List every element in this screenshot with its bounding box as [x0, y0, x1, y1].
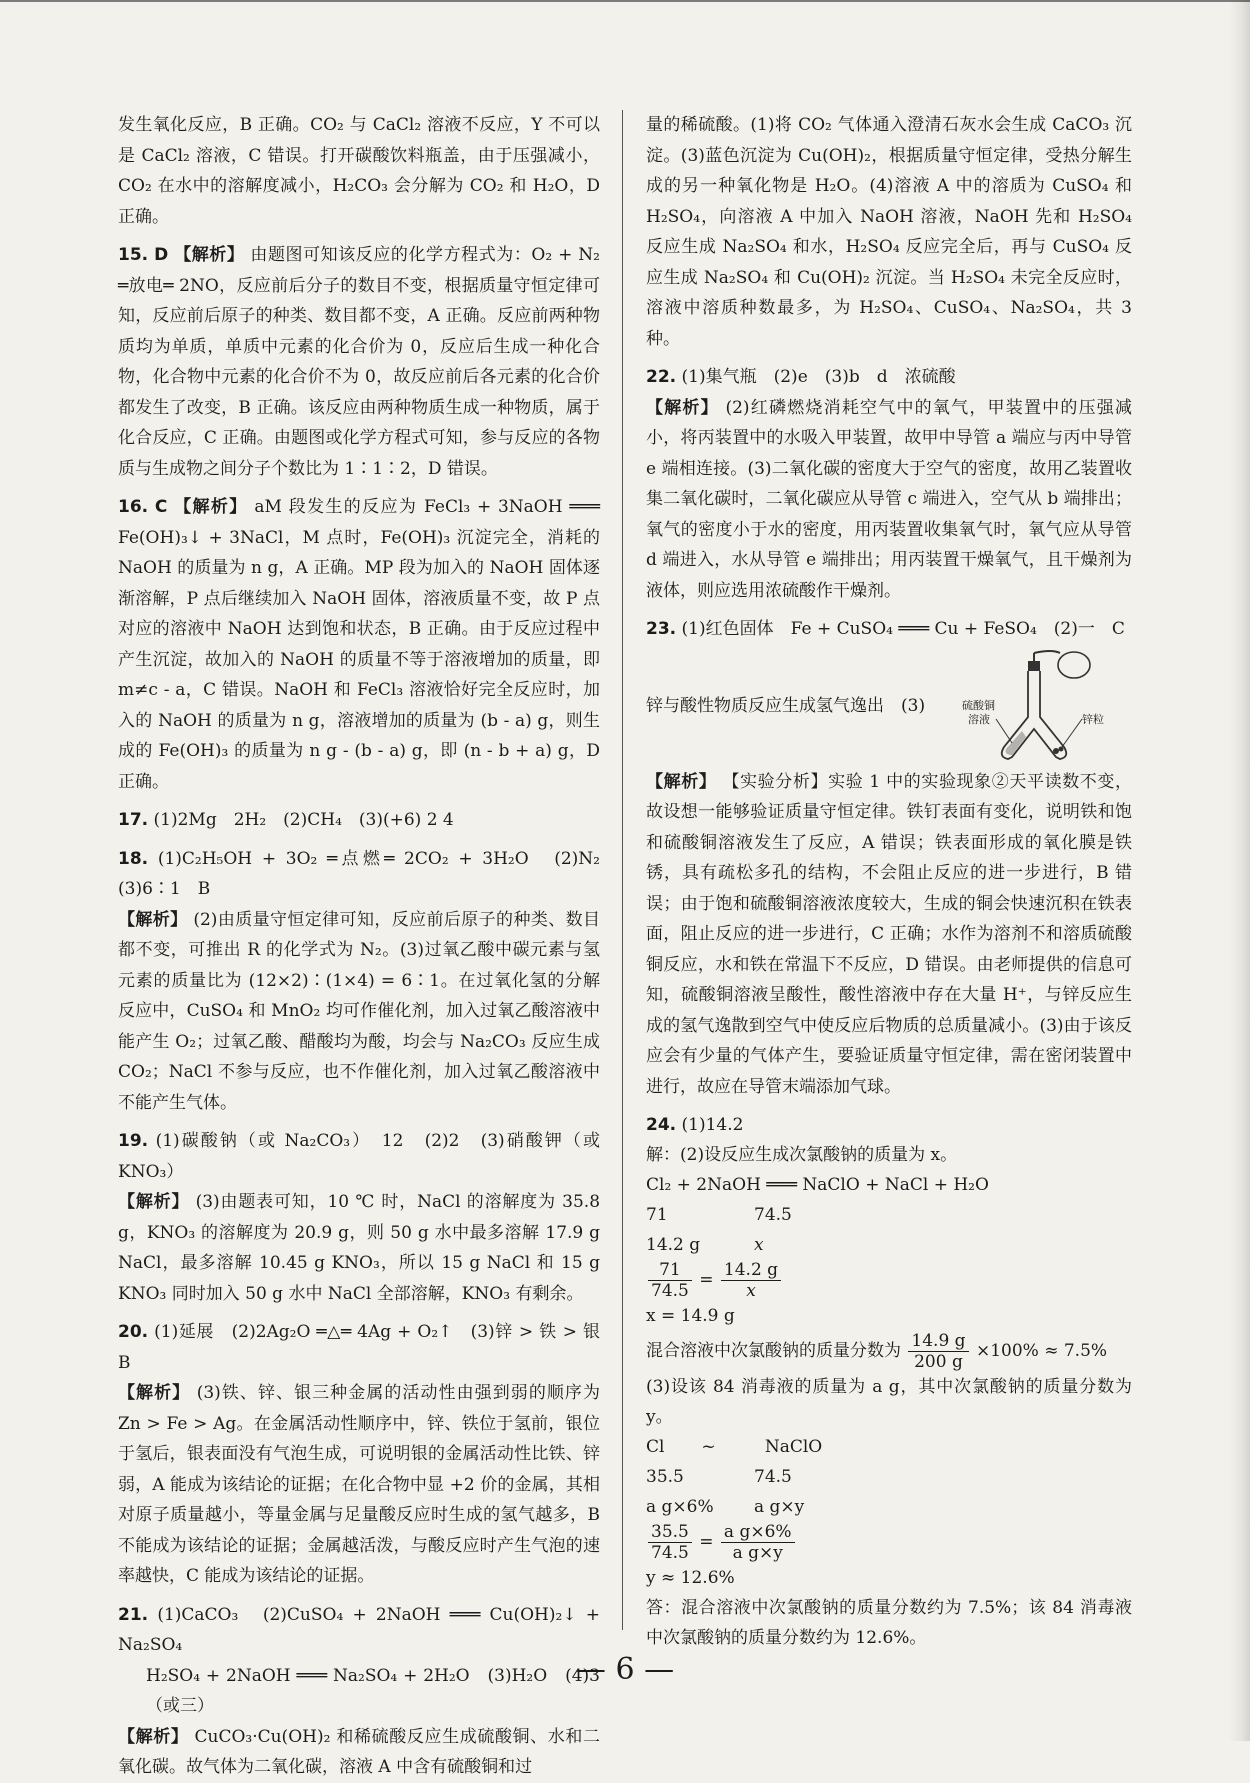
- page-number: — 6 —: [575, 1652, 675, 1687]
- q15-answer: D: [154, 245, 169, 265]
- q21-analysis-tag: 【解析】: [118, 1726, 189, 1747]
- q21-number: 21.: [118, 1604, 149, 1625]
- q14-continuation: 发生氧化反应，B 正确。CO₂ 与 CaCl₂ 溶液不反应，Y 不可以是 CaCl₂ 溶液，C 错误。打开碳酸饮料瓶盖，由于压强减小，CO₂ 在水中的溶解度减小，H₂CO₃ 会分解为 CO₂ 和 H₂O，D 正确。: [118, 115, 600, 227]
- q23-line2: 锌与酸性物质反应生成氢气逸出 (3): [646, 696, 926, 717]
- q20-number: 20.: [118, 1322, 149, 1342]
- answer-q15: [118, 240, 600, 484]
- q17-line: (1)2Mg 2H₂ (2)CH₄ (3)(+6) 2 4: [153, 810, 454, 830]
- page-top-edge: [0, 0, 1250, 2]
- q24-number: 24.: [646, 1115, 677, 1135]
- q22-analysis-block: [646, 393, 1132, 607]
- q22-analysis-tag: 【解析】: [646, 397, 719, 418]
- q15-analysis: 由题图可知该反应的化学方程式为：O₂ + N₂ ═放电═ 2NO，反应前后分子的数目不变，根据质量守恒定律可知，反应前后原子的种类、数目都不变，A 正确。反应前两种物质均为单质，单质中元素的化合价为 0，反应后生成一种化合物，化合物中元素的化合价不为 0，故反应前后各元素的化合价都发生了改变，B 正确。该反应由两种物质生成一种物质，属于化合反应，C 正确。由题图或化学方程式可知，参与反应的各物质与生成物之间分子个数比为 1∶1∶2，D 错误。: [118, 245, 601, 479]
- q18-line: (1)C₂H₅OH + 3O₂ ═点燃═ 2CO₂ + 3H₂O (2)N₂ (3)6∶1 B: [118, 848, 618, 899]
- q24-relation-row3: a g×6% a g×y: [646, 1497, 805, 1517]
- label-zinc: 锌粒: [1082, 712, 1104, 726]
- q24-part3: (3)设该 84 消毒液的质量为 a g，其中次氯酸钠的质量分数为 y。: [646, 1377, 1132, 1427]
- page-binding-shadow: [1228, 0, 1250, 1741]
- q24-relation-row2: 35.5 74.5: [646, 1467, 792, 1487]
- q24-relation-row1: Cl ~ NaClO: [646, 1437, 823, 1457]
- q23-number: 23.: [646, 619, 677, 639]
- q23-analysis-tag: 【解析】: [646, 771, 717, 792]
- q22-number: 22.: [646, 367, 677, 387]
- q20-line: (1)延展 (2)2Ag₂O ═△═ 4Ag + O₂↑ (3)锌 > 铁 > 银 B: [118, 1322, 618, 1373]
- q24-ratio2-frac1: $\frac{35.5}{74.5}$: [648, 1522, 692, 1563]
- q21-analysis: CuCO₃·Cu(OH)₂ 和稀硫酸反应生成硫酸铜、水和二氧化碳。故气体为二氧化碳，溶液 A 中含有硫酸铜和过: [118, 1726, 601, 1777]
- q21-line1: (1)CaCO₃ (2)CuSO₄ + 2NaOH ═══ Cu(OH)₂↓ + Na₂SO₄: [118, 1604, 600, 1655]
- answer-q18: [118, 844, 618, 905]
- q24-line: (1)14.2: [681, 1115, 744, 1135]
- answer-q16: [118, 492, 600, 797]
- q18-analysis-tag: 【解析】: [118, 909, 188, 930]
- q23-analysis-block: [646, 767, 1132, 1103]
- q19-line: (1)碳酸钠（或 Na₂CO₃） 12 (2)2 (3)硝酸钾（或 KNO₃）: [118, 1131, 600, 1182]
- q24-g2: x: [754, 1235, 764, 1255]
- label-copper-sulfate: 硫酸铜: [962, 698, 995, 712]
- y-tube-apparatus-diagram: [932, 647, 1132, 767]
- q24-y-result: y ≈ 12.6%: [646, 1568, 735, 1588]
- q24-m1: 71: [646, 1205, 668, 1225]
- q19-analysis-tag: 【解析】: [118, 1192, 190, 1212]
- q20-analysis-tag: 【解析】: [118, 1383, 191, 1403]
- answer-q22: [646, 362, 1132, 393]
- q23-analysis: 【实验分析】实验 1 中的实验现象②天平读数不变，故设想一能够验证质量守恒定律。铁钉表面有变化，说明铁和饱和硫酸铜溶液发生了反应，A 错误；铁表面形成的氧化膜是铁锈，具有疏松多孔的结构，不会阻止反应的进一步进行，B 错误；由于饱和硫酸铜溶液浓度较大，生成的铜会快速沉积在铁表面，阻止反应的进一步进行，C 正确；水作为溶剂不和溶质硫酸铜反应，水和铁在常温下不反应，D 错误。由老师提供的信息可知，硫酸铜溶液呈酸性，酸性溶液中存在大量 H⁺，与锌反应生成的氢气逸散到空气中使反应后物质的总质量减小。(3)由于该反应会有少量的气体产生，要验证质量守恒定律，需在密闭装置中进行，故应在导管末端添加气球。: [646, 771, 1133, 1097]
- right-column: [646, 110, 1132, 1653]
- q23-figure-row: [646, 647, 1132, 767]
- q20-analysis-block: [118, 1378, 600, 1592]
- q24-ratio: $\frac{71}{74.5}$ = $\frac{14.2 g}{x}$: [646, 1260, 1132, 1301]
- q24-ratio-frac1: $\frac{71}{74.5}$: [648, 1260, 692, 1301]
- q22-line: (1)集气瓶 (2)e (3)b d 浓硫酸: [681, 367, 956, 387]
- q22-analysis: (2)红磷燃烧消耗空气中的氧气，甲装置中的压强减小，将丙装置中的水吸入甲装置，故甲中导管 a 端应与丙中导管 e 端相连接。(3)二氧化碳的密度大于空气的密度，故用乙装置收集二氧化碳时，二氧化碳应从导管 c 端进入，空气从 b 端排出；氧气的密度小于水的密度，用丙装置收集氧气时，氧气应从导管 d 端进入，水从导管 e 端排出；用丙装置干燥氧气，且干燥剂为液体，则应选用浓硫酸作干燥剂。: [646, 397, 1133, 601]
- q19-analysis-block: [118, 1187, 600, 1309]
- q24-ratio2-frac2: $\frac{\text{a g×6\%}}{\text{a g×y}}$: [721, 1522, 795, 1563]
- q16-analysis: aM 段发生的反应为 FeCl₃ + 3NaOH ═══ Fe(OH)₃↓ + 3NaCl，M 点时，Fe(OH)₃ 沉淀完全，消耗的 NaOH 的质量为 n g，A 正确。MP 段为加入的 NaOH 固体逐渐溶解，P 点后继续加入 NaOH 固体，溶液质量不变，故 P 点对应的溶液中 NaOH 达到饱和状态，B 正确。由于反应过程中产生沉淀，故加入的 NaOH 的质量不等于溶液增加的质量，即 m≠c - a，C 错误。NaOH 和 FeCl₃ 溶液恰好完全反应时，加入的 NaOH 的质量为 n g，溶液增加的质量为 (b - a) g，则生成的 Fe(OH)₃ 的质量为 n g - (b - a) g，即 (n - b + a) g，D 正确。: [118, 497, 601, 792]
- q23-line: (1)红色固体 Fe + CuSO₄ ═══ Cu + FeSO₄ (2)一 C: [681, 619, 1125, 639]
- q24-mass-fraction-frac: $\frac{14.9 g}{200 g}$: [908, 1331, 968, 1372]
- q24-ratio2: $\frac{35.5}{74.5}$ = $\frac{\text{a g×6\%}}{\text{a g×y}}$: [646, 1522, 1132, 1563]
- q20-analysis: (3)铁、锌、银三种金属的活动性由强到弱的顺序为 Zn > Fe > Ag。在金属活动性顺序中，锌、铁位于氢前，银位于氢后，银表面没有气泡生成，可说明银的金属活动性比铁、锌弱，A 能成为该结论的证据；在化合物中显 +2 价的金属，其相对原子质量越小，等量金属与足量酸反应时生成的氢气越多，B 不能成为该结论的证据；金属越活泼，与酸反应时产生气泡的速率越快，C 能成为该结论的证据。: [118, 1383, 600, 1586]
- stopper: [1028, 661, 1040, 671]
- q24-final-answer: 答：混合溶液中次氯酸钠的质量分数约为 7.5%；该 84 消毒液中次氯酸钠的质量分数约为 12.6%。: [646, 1598, 1132, 1648]
- q24-molar-masses: [646, 1200, 1132, 1230]
- q18-analysis: (2)由质量守恒定律可知，反应前后原子的种类、数目都不变，可推出 R 的化学式为 N₂。(3)过氧乙酸中碳元素与氢元素的质量比为 (12×2)∶(1×4) = 6∶1。在过氧化氢的分解反应中，CuSO₄ 和 MnO₂ 均可作催化剂，加入过氧乙酸溶液中能产生 O₂；过氧乙酸、醋酸均为酸，均会与 Na₂CO₃ 反应生成 CO₂；NaCl 不参与反应，也不作催化剂，加入过氧乙酸溶液中不能产生气体。: [118, 909, 600, 1113]
- q21-analysis-continuation: 量的稀硫酸。(1)将 CO₂ 气体通入澄清石灰水会生成 CaCO₃ 沉淀。(3)蓝色沉淀为 Cu(OH)₂，根据质量守恒定律，受热分解生成的另一种氧化物是 H₂O。(4)溶液 A 中的溶质为 CuSO₄ 和 H₂SO₄，向溶液 A 中加入 NaOH 溶液，NaOH 先和 H₂SO₄ 反应生成 Na₂SO₄ 和水，H₂SO₄ 反应完全后，再与 CuSO₄ 反应生成 Na₂SO₄ 和 Cu(OH)₂ 沉淀。当 H₂SO₄ 未完全反应时，溶液中溶质种数最多，为 H₂SO₄、CuSO₄、Na₂SO₄，共 3 种。: [646, 115, 1132, 349]
- q24-solve: 解：(2)设反应生成次氯酸钠的质量为 x。: [646, 1145, 958, 1165]
- q19-analysis: (3)由题表可知，10 ℃ 时，NaCl 的溶解度为 35.8 g，KNO₃ 的溶解度为 20.9 g，则 50 g 水中最多溶解 17.9 g NaCl，最多溶解 10.45 g KNO₃，所以 15 g NaCl 和 15 g KNO₃ 同时加入 50 g 水中 NaCl 全部溶解，KNO₃ 有剩余。: [118, 1192, 601, 1304]
- q24-ratio-frac2: $\frac{14.2 g}{x}$: [721, 1260, 781, 1301]
- answer-q19: [118, 1126, 600, 1187]
- q24-mass-fraction: 混合溶液中次氯酸钠的质量分数为 $\frac{14.9 g}{200 g}$ ×100% ≈ 7.5%: [646, 1331, 1108, 1372]
- q16-number: 16.: [118, 497, 149, 517]
- label-solution: 溶液: [968, 712, 990, 726]
- answer-q23: [646, 614, 1132, 645]
- answer-q17: [118, 805, 600, 836]
- q21-line2: H₂SO₄ + 2NaOH ═══ Na₂SO₄ + 2H₂O (3)H₂O (4)3（或三）: [146, 1665, 600, 1716]
- q24-m2: 74.5: [754, 1205, 792, 1225]
- column-divider: [622, 110, 623, 1630]
- q24-g1: 14.2 g: [646, 1235, 701, 1255]
- answer-q20: [118, 1317, 618, 1378]
- q21-analysis-block: [118, 1722, 600, 1783]
- q15-analysis-tag: 【解析】: [174, 245, 245, 265]
- balloon: [1058, 652, 1090, 678]
- q24-equation: Cl₂ + 2NaOH ═══ NaClO + NaCl + H₂O: [646, 1175, 989, 1195]
- q24-x-result: x = 14.9 g: [646, 1306, 735, 1326]
- answer-q24: [646, 1110, 1132, 1653]
- q16-answer: C: [154, 497, 168, 517]
- q18-analysis-block: [118, 905, 600, 1119]
- q18-number: 18.: [118, 848, 149, 869]
- q24-masses: [646, 1230, 1132, 1260]
- q17-number: 17.: [118, 810, 149, 830]
- q15-number: 15.: [118, 245, 149, 265]
- q19-number: 19.: [118, 1131, 149, 1151]
- q16-analysis-tag: 【解析】: [174, 497, 248, 517]
- left-column: [118, 110, 618, 1783]
